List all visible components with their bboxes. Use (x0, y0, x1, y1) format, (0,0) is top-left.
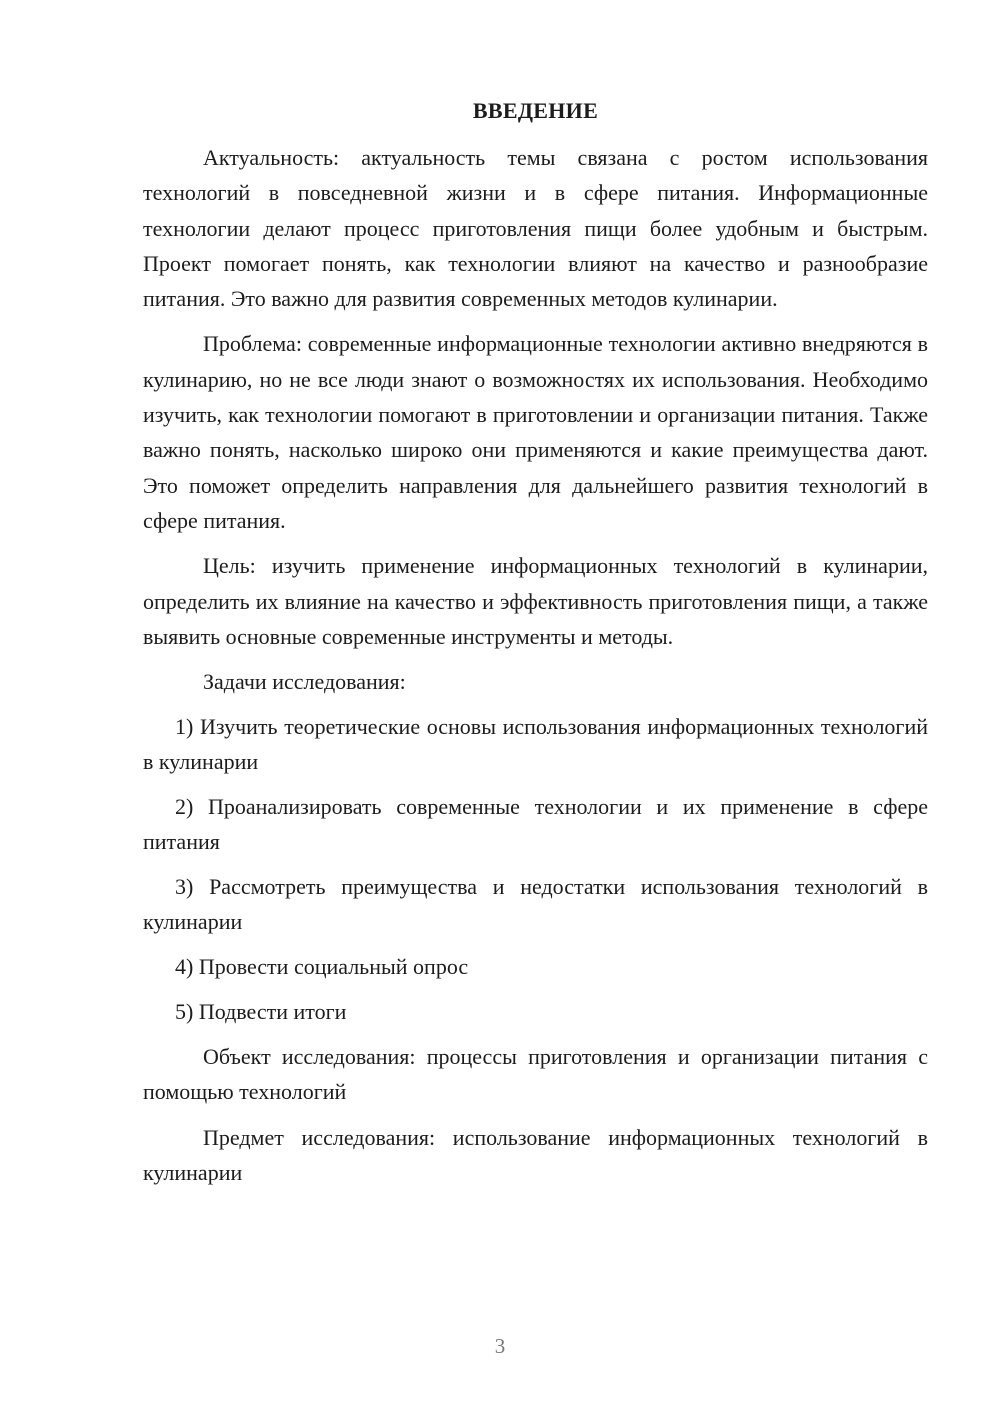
task-item-2: 2) Проанализировать современные технологии и их применение в сфере питания (143, 794, 928, 855)
document-page (143, 96, 928, 1200)
goal-paragraph: Цель: изучить применение информационных технологий в кулинарии, определить их влияние на качество и эффективность приготовления пищи, а также выявить основные современные инструменты и методы. (143, 553, 928, 649)
page-title: ВВЕДЕНИЕ (472, 98, 599, 123)
task-item-5: 5) Подвести итоги (175, 999, 347, 1025)
task-item-1: 1) Изучить теоретические основы использования информационных технологий в кулинарии (143, 714, 928, 775)
task-item-3: 3) Рассмотреть преимущества и недостатки использования технологий в кулинарии (143, 874, 928, 935)
object-paragraph: Объект исследования: процессы приготовления и организации питания с помощью технологий (143, 1044, 928, 1105)
tasks-heading: Задачи исследования: (203, 669, 406, 695)
page-number: 3 (494, 1334, 506, 1358)
relevance-paragraph: Актуальность: актуальность темы связана с ростом использования технологий в повседневной жизни и в сфере питания. Информационные технологии делают процесс приготовления пищи более удобным и быстрым. Проект помогает понять, как технологии влияют на качество и разнообразие питания. Это важно для развития современных методов кулинарии. (143, 145, 928, 312)
task-item-4: 4) Провести социальный опрос (175, 954, 469, 980)
problem-paragraph: Проблема: современные информационные технологии активно внедряются в кулинарию, но не все люди знают о возможностях их использования. Необходимо изучить, как технологии помогают в приготовлении и организации питания. Также важно понять, насколько широко они применяются и какие преимущества дают. Это поможет определить направления для дальнейшего развития технологий в сфере питания. (143, 331, 928, 533)
subject-paragraph: Предмет исследования: использование информационных технологий в кулинарии (143, 1124, 928, 1186)
